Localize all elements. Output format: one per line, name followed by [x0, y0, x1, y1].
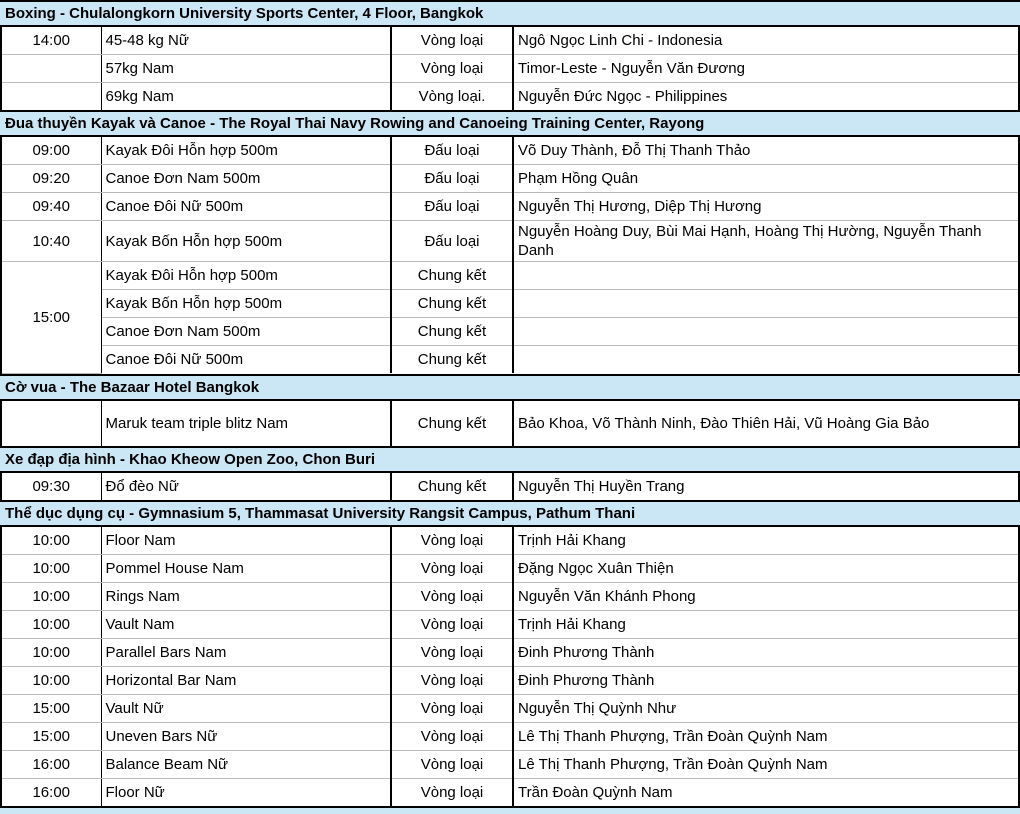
table-row — [1, 750, 1019, 778]
participants-cell[interactable]: Nguyễn Thị Hương, Diệp Thị Hương — [513, 193, 1019, 221]
time-cell[interactable]: 10:00 — [1, 610, 101, 638]
time-cell[interactable]: 16:00 — [1, 750, 101, 778]
time-cell[interactable]: 15:00 — [1, 694, 101, 722]
time-cell[interactable]: 10:00 — [1, 554, 101, 582]
participants-cell[interactable]: Võ Duy Thành, Đỗ Thị Thanh Thảo — [513, 137, 1019, 165]
round-cell[interactable]: Vòng loại — [391, 55, 513, 83]
table-row — [1, 55, 1019, 83]
time-cell[interactable]: 10:00 — [1, 582, 101, 610]
round-cell[interactable]: Vòng loại — [391, 638, 513, 666]
table-row — [1, 638, 1019, 666]
participants-cell[interactable] — [513, 290, 1019, 318]
round-cell[interactable]: Chung kết — [391, 346, 513, 374]
schedule-section — [0, 374, 1020, 446]
event-cell[interactable]: Uneven Bars Nữ — [101, 722, 391, 750]
time-cell[interactable] — [1, 401, 101, 446]
round-cell[interactable]: Đấu loại — [391, 165, 513, 193]
table-row — [1, 27, 1019, 55]
schedule-section — [0, 446, 1020, 500]
table-row — [1, 165, 1019, 193]
table-row — [1, 290, 1019, 318]
table-row — [1, 83, 1019, 111]
round-cell[interactable]: Vòng loại — [391, 722, 513, 750]
participants-cell[interactable] — [513, 318, 1019, 346]
schedule-section — [0, 500, 1020, 806]
section-table — [0, 27, 1020, 110]
participants-cell[interactable] — [513, 346, 1019, 374]
participants-cell[interactable]: Nguyễn Hoàng Duy, Bùi Mai Hạnh, Hoàng Thị Hường, Nguyễn Thanh Danh — [513, 221, 1019, 262]
round-cell[interactable]: Đấu loại — [391, 137, 513, 165]
participants-cell[interactable]: Trịnh Hải Khang — [513, 610, 1019, 638]
round-cell[interactable]: Đấu loại — [391, 221, 513, 262]
time-cell[interactable]: 10:40 — [1, 221, 101, 262]
participants-cell[interactable]: Lê Thị Thanh Phượng, Trần Đoàn Quỳnh Nam — [513, 722, 1019, 750]
event-cell[interactable]: 69kg Nam — [101, 83, 391, 111]
time-cell[interactable]: 10:00 — [1, 527, 101, 555]
event-cell[interactable]: Floor Nữ — [101, 778, 391, 806]
round-cell[interactable]: Vòng loại. — [391, 83, 513, 111]
time-cell[interactable]: 09:40 — [1, 193, 101, 221]
time-cell[interactable]: 09:00 — [1, 137, 101, 165]
participants-cell[interactable]: Nguyễn Văn Khánh Phong — [513, 582, 1019, 610]
table-row — [1, 401, 1019, 446]
time-cell[interactable]: 15:00 — [1, 262, 101, 374]
table-row — [1, 694, 1019, 722]
table-row — [1, 221, 1019, 262]
event-cell[interactable]: Rings Nam — [101, 582, 391, 610]
table-row — [1, 527, 1019, 555]
event-cell[interactable]: Kayak Bốn Hỗn hợp 500m — [101, 221, 391, 262]
time-cell[interactable] — [1, 55, 101, 83]
event-cell[interactable]: Pommel House Nam — [101, 554, 391, 582]
section-title: Thể dục dụng cụ - Gymnasium 5, Thammasat University Rangsit Campus, Pathum Thani — [5, 504, 636, 522]
time-cell[interactable]: 14:00 — [1, 27, 101, 55]
round-cell[interactable]: Đấu loại — [391, 193, 513, 221]
participants-cell[interactable]: Timor-Leste - Nguyễn Văn Đương — [513, 55, 1019, 83]
participants-cell[interactable]: Bảo Khoa, Võ Thành Ninh, Đào Thiên Hải, Vũ Hoàng Gia Bảo — [513, 401, 1019, 446]
section-header[interactable] — [0, 500, 1020, 527]
round-cell[interactable]: Vòng loại — [391, 694, 513, 722]
table-row — [1, 346, 1019, 374]
round-cell[interactable]: Chung kết — [391, 401, 513, 446]
section-table — [0, 401, 1020, 446]
round-cell[interactable]: Chung kết — [391, 473, 513, 500]
participants-cell[interactable]: Lê Thị Thanh Phượng, Trần Đoàn Quỳnh Nam — [513, 750, 1019, 778]
section-header[interactable] — [0, 374, 1020, 401]
round-cell[interactable]: Vòng loại — [391, 750, 513, 778]
table-row — [1, 318, 1019, 346]
table-row — [1, 582, 1019, 610]
event-cell[interactable]: Vault Nữ — [101, 694, 391, 722]
event-cell[interactable]: Parallel Bars Nam — [101, 638, 391, 666]
table-row — [1, 193, 1019, 221]
participants-cell[interactable]: Trần Đoàn Quỳnh Nam — [513, 778, 1019, 806]
round-cell[interactable]: Chung kết — [391, 318, 513, 346]
event-cell[interactable]: Kayak Bốn Hỗn hợp 500m — [101, 290, 391, 318]
event-cell[interactable]: Kayak Đôi Hỗn hợp 500m — [101, 137, 391, 165]
participants-cell[interactable]: Nguyễn Đức Ngọc - Philippines — [513, 83, 1019, 111]
table-row — [1, 137, 1019, 165]
participants-cell[interactable]: Nguyễn Thị Quỳnh Như — [513, 694, 1019, 722]
event-cell[interactable]: Floor Nam — [101, 527, 391, 555]
section-table — [0, 137, 1020, 374]
time-cell[interactable]: 09:20 — [1, 165, 101, 193]
time-cell[interactable]: 09:30 — [1, 473, 101, 500]
event-cell[interactable]: 57kg Nam — [101, 55, 391, 83]
section-header[interactable] — [0, 446, 1020, 473]
event-cell[interactable]: Canoe Đôi Nữ 500m — [101, 193, 391, 221]
event-cell[interactable]: Đổ đèo Nữ — [101, 473, 391, 500]
event-cell[interactable]: Vault Nam — [101, 610, 391, 638]
participants-cell[interactable]: Đinh Phương Thành — [513, 638, 1019, 666]
participants-cell[interactable]: Phạm Hồng Quân — [513, 165, 1019, 193]
event-cell[interactable]: Horizontal Bar Nam — [101, 666, 391, 694]
section-table — [0, 527, 1020, 806]
event-cell[interactable]: 45-48 kg Nữ — [101, 27, 391, 55]
time-cell[interactable]: 16:00 — [1, 778, 101, 806]
partial-section-header — [0, 806, 1020, 814]
table-row — [1, 666, 1019, 694]
section-table — [0, 473, 1020, 500]
table-row — [1, 473, 1019, 500]
round-cell[interactable]: Vòng loại — [391, 527, 513, 555]
participants-cell[interactable]: Đặng Ngọc Xuân Thiện — [513, 554, 1019, 582]
section-title: Đua thuyền Kayak và Canoe - The Royal Thai Navy Rowing and Canoeing Training Center, Rayong — [5, 115, 705, 132]
schedule-section — [0, 0, 1020, 110]
table-row — [1, 262, 1019, 290]
event-cell[interactable]: Kayak Đôi Hỗn hợp 500m — [101, 262, 391, 290]
round-cell[interactable]: Vòng loại — [391, 582, 513, 610]
round-cell[interactable]: Vòng loại — [391, 778, 513, 806]
participants-cell[interactable]: Trịnh Hải Khang — [513, 527, 1019, 555]
round-cell[interactable]: Vòng loại — [391, 27, 513, 55]
participants-cell[interactable]: Nguyễn Thị Huyền Trang — [513, 473, 1019, 500]
time-cell[interactable]: 15:00 — [1, 722, 101, 750]
round-cell[interactable]: Vòng loại — [391, 610, 513, 638]
table-row — [1, 778, 1019, 806]
section-title: Boxing - Chulalongkorn University Sports Center, 4 Floor, Bangkok — [5, 5, 484, 22]
table-row — [1, 610, 1019, 638]
section-title: Xe đạp địa hình - Khao Kheow Open Zoo, Chon Buri — [5, 450, 375, 468]
table-row — [1, 554, 1019, 582]
round-cell[interactable]: Vòng loại — [391, 666, 513, 694]
participants-cell[interactable]: Đinh Phương Thành — [513, 666, 1019, 694]
table-row — [1, 722, 1019, 750]
participants-cell[interactable]: Ngô Ngọc Linh Chi - Indonesia — [513, 27, 1019, 55]
event-cell[interactable]: Canoe Đơn Nam 500m — [101, 318, 391, 346]
event-cell[interactable]: Canoe Đôi Nữ 500m — [101, 346, 391, 374]
section-header[interactable] — [0, 0, 1020, 27]
section-title: Cờ vua - The Bazaar Hotel Bangkok — [5, 378, 260, 396]
schedule-section — [0, 110, 1020, 374]
time-cell[interactable] — [1, 83, 101, 111]
round-cell[interactable]: Chung kết — [391, 290, 513, 318]
event-cell[interactable]: Canoe Đơn Nam 500m — [101, 165, 391, 193]
section-header[interactable] — [0, 110, 1020, 137]
event-cell[interactable]: Balance Beam Nữ — [101, 750, 391, 778]
event-cell[interactable]: Maruk team triple blitz Nam — [101, 401, 391, 446]
participants-cell[interactable] — [513, 262, 1019, 290]
round-cell[interactable]: Chung kết — [391, 262, 513, 290]
time-cell[interactable]: 10:00 — [1, 666, 101, 694]
time-cell[interactable]: 10:00 — [1, 638, 101, 666]
round-cell[interactable]: Vòng loại — [391, 554, 513, 582]
